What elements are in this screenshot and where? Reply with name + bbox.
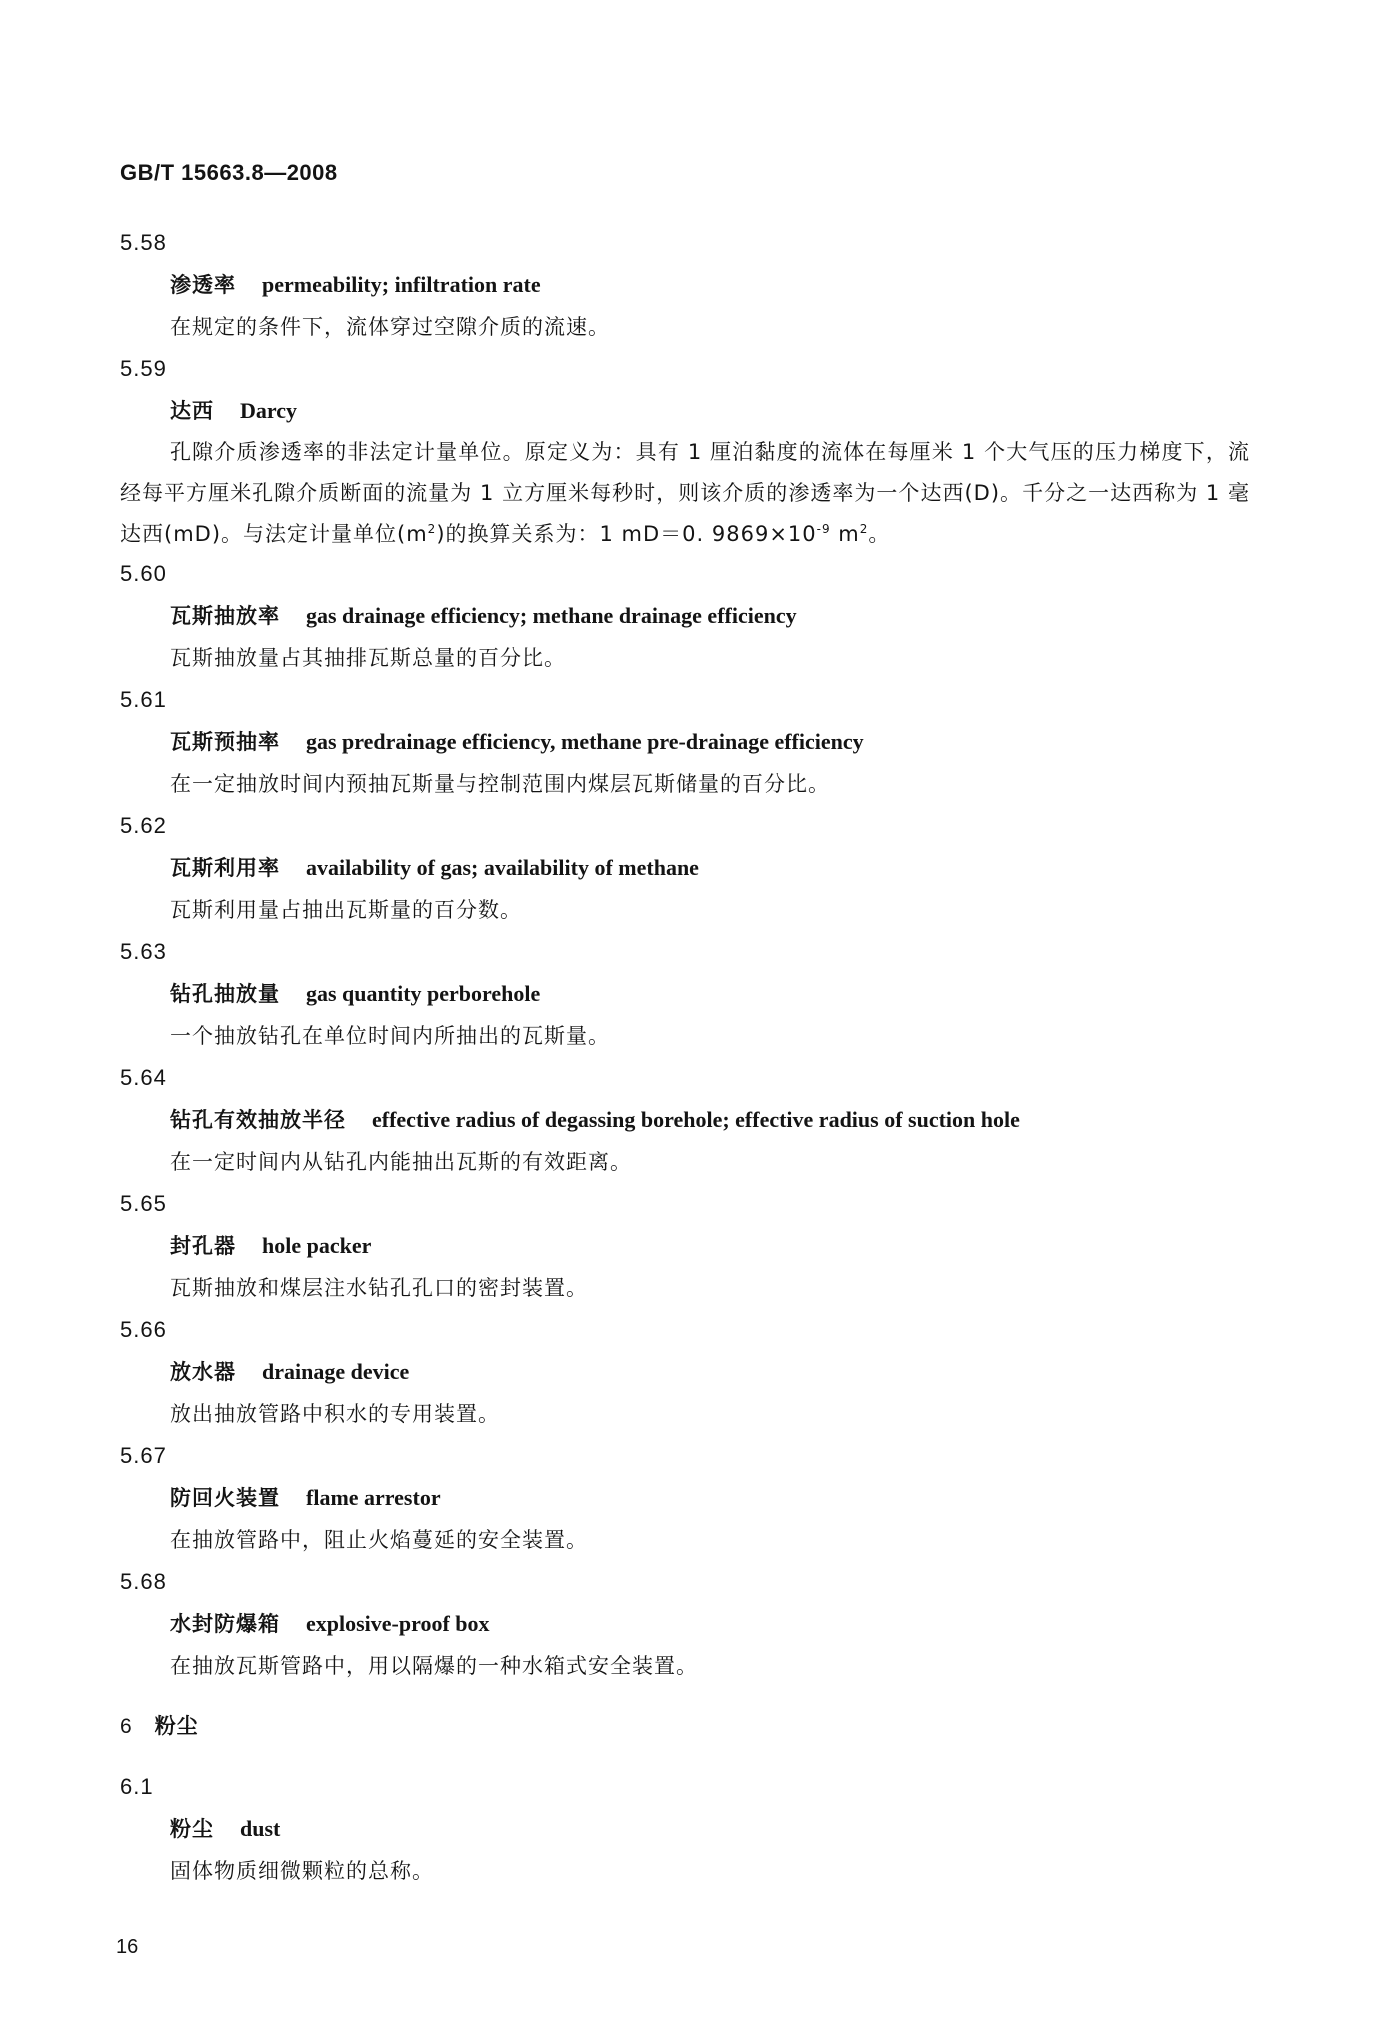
term-english: dust [240,1816,281,1841]
entry-term [120,1483,1250,1513]
term-entry-6-1 [120,1772,1250,1886]
term-english: gas drainage efficiency; methane drainage efficiency [306,603,797,628]
term-chinese: 钻孔抽放量 [170,982,280,1006]
entry-definition [120,432,1250,555]
entry-definition: 放出抽放管路中积水的专用装置。 [170,1402,500,1426]
entry-definition: 一个抽放钻孔在单位时间内所抽出的瓦斯量。 [170,1024,610,1048]
term-english: Darcy [240,398,298,423]
term-chinese: 防回火装置 [170,1486,280,1510]
term-entry-5-68 [120,1567,1250,1681]
entry-definition: 在抽放管路中，阻止火焰蔓延的安全装置。 [170,1528,588,1552]
entry-term [120,1231,1250,1261]
entry-definition: 在一定抽放时间内预抽瓦斯量与控制范围内煤层瓦斯储量的百分比。 [170,772,830,796]
definition-text: 。 [868,522,891,546]
entry-number: 5.61 [120,687,167,712]
term-entry-5-65 [120,1189,1250,1303]
entry-term [120,979,1250,1009]
term-english: gas predrainage efficiency, methane pre-drainage efficiency [306,729,864,754]
term-chinese: 瓦斯预抽率 [170,730,280,754]
entry-term [120,396,1250,426]
definition-text: )的换算关系为：1 mD＝0. 9869×10 [436,522,817,546]
term-chinese: 粉尘 [170,1817,214,1841]
term-english: effective radius of degassing borehole; effective radius of suction hole [372,1107,1020,1132]
term-entry-5-67 [120,1441,1250,1555]
entry-definition: 在抽放瓦斯管路中，用以隔爆的一种水箱式安全装置。 [170,1654,698,1678]
entry-term [120,1105,1250,1135]
term-english: drainage device [262,1359,410,1384]
entry-number: 5.60 [120,561,167,586]
term-entry-5-66 [120,1315,1250,1429]
term-english: availability of gas; availability of methane [306,855,699,880]
entry-definition: 瓦斯利用量占抽出瓦斯量的百分数。 [170,898,522,922]
term-entry-5-64 [120,1063,1250,1177]
term-english: gas quantity perborehole [306,981,541,1006]
entry-number: 6.1 [120,1774,154,1799]
entry-definition: 在规定的条件下，流体穿过空隙介质的流速。 [170,315,610,339]
term-chinese: 瓦斯利用率 [170,856,280,880]
superscript: 2 [427,522,437,536]
entry-number: 5.58 [120,230,167,255]
term-chinese: 达西 [170,399,214,423]
entry-term [120,727,1250,757]
entry-number: 5.68 [120,1569,167,1594]
entry-number: 5.66 [120,1317,167,1342]
entry-definition: 瓦斯抽放量占其抽排瓦斯总量的百分比。 [170,646,566,670]
entry-term [120,270,1250,300]
term-chinese: 渗透率 [170,273,236,297]
entry-number: 5.62 [120,813,167,838]
term-entry-5-60 [120,559,1250,673]
superscript: 2 [859,522,869,536]
term-chinese: 钻孔有效抽放半径 [170,1108,346,1132]
term-entry-5-58 [120,228,1250,342]
entry-number: 5.59 [120,356,167,381]
entry-number: 5.65 [120,1191,167,1216]
entry-term [120,1357,1250,1387]
entry-definition: 固体物质细微颗粒的总称。 [170,1859,434,1883]
entry-term [120,1609,1250,1639]
term-entry-5-59 [120,354,1250,555]
term-chinese: 水封防爆箱 [170,1612,280,1636]
term-entry-5-63 [120,937,1250,1051]
entry-definition: 在一定时间内从钻孔内能抽出瓦斯的有效距离。 [170,1150,632,1174]
page-number: 16 [116,1936,139,1958]
entry-term [120,1814,1250,1844]
document-body [120,228,1250,1898]
entry-term [120,853,1250,883]
term-entry-5-61 [120,685,1250,799]
standard-header: GB/T 15663.8—2008 [120,160,338,185]
section-title-text: 粉尘 [154,1714,199,1738]
entry-term [120,601,1250,631]
term-chinese: 放水器 [170,1360,236,1384]
term-english: explosive-proof box [306,1611,490,1636]
superscript: -9 [816,522,831,536]
term-english: flame arrestor [306,1485,441,1510]
section-heading [120,1711,1250,1742]
term-entry-5-62 [120,811,1250,925]
term-chinese: 封孔器 [170,1234,236,1258]
definition-text: m [830,522,860,546]
term-english: hole packer [262,1233,372,1258]
entry-number: 5.64 [120,1065,167,1090]
entry-number: 5.63 [120,939,167,964]
section-number: 6 [120,1715,133,1738]
entry-definition: 瓦斯抽放和煤层注水钻孔孔口的密封装置。 [170,1276,588,1300]
term-english: permeability; infiltration rate [262,272,541,297]
definition-text: 孔隙介质渗透率的非法定计量单位。原定义为：具有 1 厘泊黏度的流体在每厘米 1 个大气压的压力梯度下，流经每平方厘米孔隙介质断面的流量为 1 立方厘米每秒时，则该介质的渗透率为一个达西(D)。千分之一达西称为 1 毫达西(mD)。与法定计量单位(m [120,440,1250,546]
entry-number: 5.67 [120,1443,167,1468]
term-chinese: 瓦斯抽放率 [170,604,280,628]
